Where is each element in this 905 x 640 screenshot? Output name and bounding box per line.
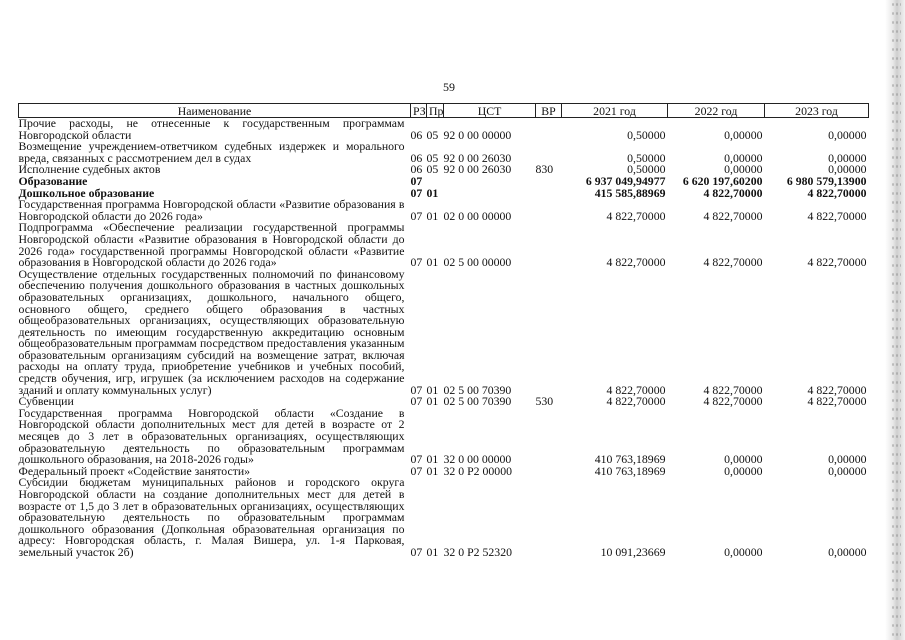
row-cst: 92 0 00 26030 bbox=[443, 150, 512, 165]
row-name: Государственная программа Новгородской области «Создание в Новгородской области дополнительных мест для детей в возрасте от 2 месяцев до 3 лет в образовательных организациях, осуществляющих образовательную деятельность по образовательным программам дошкольного образования, на 2018-2026 годы» bbox=[18, 405, 405, 467]
row-vr bbox=[536, 199, 562, 222]
row-rz: 07 bbox=[410, 255, 423, 270]
row-2022: 4 822,70000 bbox=[703, 255, 763, 270]
row-cst: 02 0 00 00000 bbox=[443, 208, 512, 223]
row-2023: 4 822,70000 bbox=[807, 382, 867, 397]
table-row bbox=[19, 118, 869, 142]
row-pr: 05 bbox=[426, 162, 439, 177]
header-2023: 2023 год bbox=[765, 104, 869, 118]
row-cst: 32 0 P2 52320 bbox=[443, 544, 512, 559]
row-name: Дошкольное образование bbox=[18, 185, 155, 200]
row-2021: 4 822,70000 bbox=[606, 382, 666, 397]
table-row bbox=[19, 477, 869, 558]
row-rz: 07 bbox=[410, 544, 423, 559]
row-2021: 4 822,70000 bbox=[606, 208, 666, 223]
row-2021: 10 091,23669 bbox=[600, 544, 666, 559]
row-2021: 4 822,70000 bbox=[606, 255, 666, 270]
row-vr bbox=[536, 477, 562, 558]
row-name: Возмещение учреждением-ответчиком судебных издержек и морального вреда, связанных с рассмотрением дел в судах bbox=[18, 139, 405, 165]
row-name: Субвенции bbox=[18, 394, 74, 409]
row-2022: 0,00000 bbox=[724, 162, 763, 177]
row-vr: 830 bbox=[535, 162, 554, 177]
row-rz: 06 bbox=[410, 150, 423, 165]
row-vr bbox=[536, 118, 562, 142]
row-2021: 0,50000 bbox=[627, 150, 666, 165]
row-cst: 02 5 00 00000 bbox=[443, 255, 512, 270]
row-vr bbox=[536, 188, 562, 200]
row-pr: 01 bbox=[426, 382, 439, 397]
row-rz: 07 bbox=[410, 173, 423, 188]
row-2022: 0,00000 bbox=[724, 452, 763, 467]
row-2023: 0,00000 bbox=[828, 463, 867, 478]
table-row bbox=[19, 199, 869, 222]
row-pr: 01 bbox=[426, 452, 439, 467]
row-2021: 0,50000 bbox=[627, 127, 666, 142]
row-2023: 0,00000 bbox=[828, 544, 867, 559]
row-2023: 0,00000 bbox=[828, 127, 867, 142]
row-2023: 4 822,70000 bbox=[807, 394, 867, 409]
table-row bbox=[19, 269, 869, 397]
row-vr bbox=[536, 408, 562, 466]
row-rz: 07 bbox=[410, 463, 423, 478]
row-2023: 4 822,70000 bbox=[807, 208, 867, 223]
scan-edge-texture bbox=[891, 0, 901, 640]
row-name: Прочие расходы, не отнесенные к государственным программам Новгородской области bbox=[18, 116, 405, 142]
header-vr: ВР bbox=[536, 104, 562, 118]
row-cst: 32 0 00 00000 bbox=[443, 452, 512, 467]
row-2023: 0,00000 bbox=[828, 162, 867, 177]
row-name: Образование bbox=[18, 173, 88, 188]
row-name: Осуществление отдельных государственных полномочий по финансовому обеспечению получения дошкольного образования в частных дошкольных образовательных организациях, дошкольного, начального общего, основного общего, среднего общего образования в частных общеобразовательных организациях, осуществляющих образовательную деятельность по имеющим государственную аккредитацию основным общеобразовательным программам посредством предоставления указанным образовательным организациям субсидий на возмещение затрат, включая расходы на оплату труда, приобретение учебников и учебных пособий, средств обучения, игр, игрушек (за исключением расходов на содержание зданий и оплату коммунальных услуг) bbox=[18, 266, 405, 397]
row-pr: 01 bbox=[426, 185, 439, 200]
row-rz: 07 bbox=[410, 208, 423, 223]
row-rz: 07 bbox=[410, 394, 423, 409]
row-vr bbox=[536, 176, 562, 188]
header-2022: 2022 год bbox=[668, 104, 765, 118]
row-cst: 32 0 P2 00000 bbox=[443, 463, 512, 478]
row-vr: 530 bbox=[535, 394, 554, 409]
header-cst: ЦСТ bbox=[444, 104, 536, 118]
budget-table bbox=[18, 103, 868, 559]
row-pr: 05 bbox=[426, 127, 439, 142]
row-cst: 92 0 00 00000 bbox=[443, 127, 512, 142]
row-2022: 6 620 197,60200 bbox=[682, 173, 763, 188]
row-cst: 02 5 00 70390 bbox=[443, 382, 512, 397]
row-2021: 415 585,88969 bbox=[594, 185, 666, 200]
row-2021: 4 822,70000 bbox=[606, 394, 666, 409]
row-vr bbox=[536, 222, 562, 268]
row-pr: 01 bbox=[426, 208, 439, 223]
row-cst: 92 0 00 26030 bbox=[443, 162, 512, 177]
row-pr: 01 bbox=[426, 544, 439, 559]
row-2023: 6 980 579,13900 bbox=[786, 173, 867, 188]
header-pr: Пр bbox=[427, 104, 444, 118]
row-2023: 0,00000 bbox=[828, 150, 867, 165]
table-row bbox=[19, 222, 869, 268]
row-vr bbox=[536, 141, 562, 164]
row-name: Государственная программа Новгородской области «Развитие образования в Новгородской области до 2026 года» bbox=[18, 197, 405, 223]
row-cst bbox=[444, 188, 536, 200]
row-pr: 01 bbox=[426, 394, 439, 409]
row-rz: 07 bbox=[410, 452, 423, 467]
row-2021: 0,50000 bbox=[627, 162, 666, 177]
row-vr bbox=[536, 466, 562, 478]
header-rz: РЗ bbox=[411, 104, 427, 118]
row-pr: 01 bbox=[426, 255, 439, 270]
row-pr: 01 bbox=[426, 463, 439, 478]
row-2022: 0,00000 bbox=[724, 463, 763, 478]
row-pr: 05 bbox=[426, 150, 439, 165]
row-2022: 4 822,70000 bbox=[703, 382, 763, 397]
row-2022: 4 822,70000 bbox=[703, 208, 763, 223]
row-2022: 0,00000 bbox=[724, 127, 763, 142]
header-2021: 2021 год bbox=[562, 104, 668, 118]
row-name: Федеральный проект «Содействие занятости» bbox=[18, 463, 251, 478]
row-2022: 4 822,70000 bbox=[703, 394, 763, 409]
row-2023: 4 822,70000 bbox=[807, 185, 867, 200]
row-name: Субсидии бюджетам муниципальных районов и городского округа Новгородской области на создание дополнительных мест для детей в возрасте от 1,5 до 3 лет в образовательных организациях, осуществляющих образовательную деятельность по образовательным программам дошкольного образования (Допкольная образовательная организация по адресу: Новгородская область, г. Малая Вишера, ул. 1-я Парковая, земельный участок 2б) bbox=[18, 475, 405, 559]
row-2023: 0,00000 bbox=[828, 452, 867, 467]
row-2021: 410 763,18969 bbox=[594, 463, 666, 478]
row-name: Подпрограмма «Обеспечение реализации государственной программы Новгородской области «Развитие образования в Новгородской области до 2026 года» государственной программы Новгородской области «Развитие образования в Новгородской области до 2026 года» bbox=[18, 220, 405, 270]
row-rz: 07 bbox=[410, 382, 423, 397]
row-rz: 06 bbox=[410, 127, 423, 142]
header-name: Наименование bbox=[19, 104, 411, 118]
row-vr bbox=[536, 269, 562, 397]
row-rz: 07 bbox=[410, 185, 423, 200]
row-cst bbox=[444, 176, 536, 188]
row-2021: 410 763,18969 bbox=[594, 452, 666, 467]
row-name: Исполнение судебных актов bbox=[18, 162, 161, 177]
row-cst: 02 5 00 70390 bbox=[443, 394, 512, 409]
table-row bbox=[19, 141, 869, 164]
row-2023: 4 822,70000 bbox=[807, 255, 867, 270]
row-rz: 06 bbox=[410, 162, 423, 177]
table-row bbox=[19, 408, 869, 466]
row-2022: 4 822,70000 bbox=[703, 185, 763, 200]
row-2022: 0,00000 bbox=[724, 150, 763, 165]
row-2021: 6 937 049,94977 bbox=[585, 173, 666, 188]
page-number: 59 bbox=[443, 80, 455, 94]
row-2022: 0,00000 bbox=[724, 544, 763, 559]
